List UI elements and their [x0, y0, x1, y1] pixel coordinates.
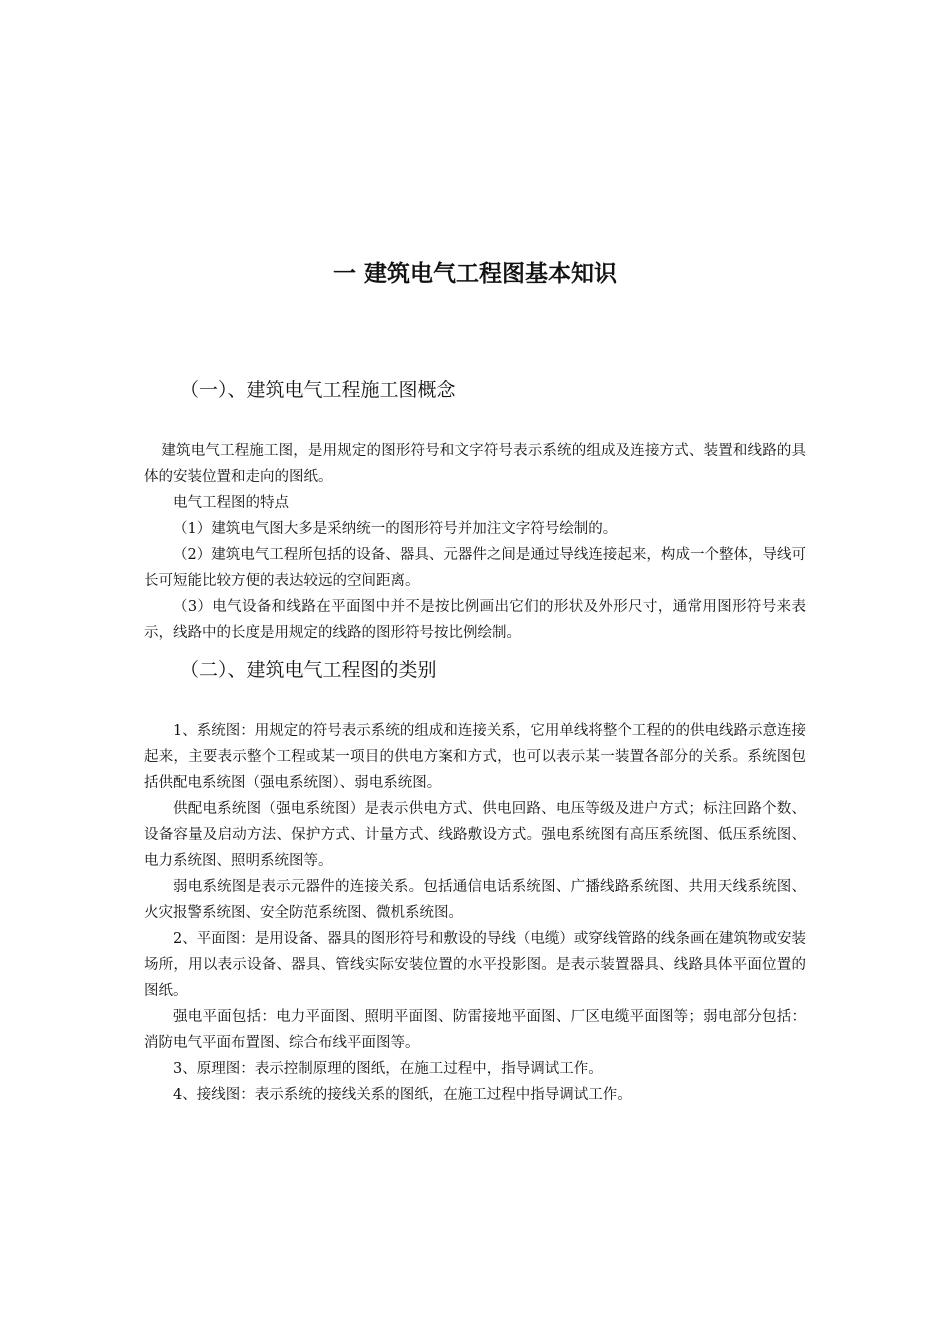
- paragraph: （1）建筑电气图大多是采纳统一的图形符号并加注文字符号绘制的。: [173, 521, 618, 537]
- section-heading-concept: （一）、建筑电气工程施工图概念: [180, 379, 456, 401]
- paragraph: 3、原理图：表示控制原理的图纸，在施工过程中，指导调试工作。: [173, 1061, 603, 1077]
- paragraph: 2、平面图：是用设备、器具的图形符号和敷设的导线（电缆）或穿线管路的线条画在建筑物或安装场所，用以表示设备、器具、管线实际安装位置的水平投影图。是表示装置器具、线路具体平面位置的图纸。: [144, 931, 806, 999]
- section-body-concept: [144, 438, 806, 646]
- paragraph: 弱电系统图是表示元器件的连接关系。包括通信电话系统图、广播线路系统图、共用天线系统图、火灾报警系统图、安全防范系统图、微机系统图。: [144, 879, 806, 921]
- paragraph: （2）建筑电气工程所包括的设备、器具、元器件之间是通过导线连接起来，构成一个整体，导线可长可短能比较方便的表达较远的空间距离。: [144, 547, 806, 589]
- page-title: 一 建筑电气工程图基本知识: [332, 261, 617, 287]
- paragraph: 1、系统图：用规定的符号表示系统的组成和连接关系，它用单线将整个工程的的供电线路示意连接起来，主要表示整个工程或某一项目的供电方案和方式，也可以表示某一装置各部分的关系。系统图包括供配电系统图（强电系统图）、弱电系统图。: [144, 723, 806, 791]
- paragraph: （3）电气设备和线路在平面图中并不是按比例画出它们的形状及外形尺寸，通常用图形符号来表示，线路中的长度是用规定的线路的图形符号按比例绘制。: [144, 599, 806, 641]
- paragraph: 强电平面包括：电力平面图、照明平面图、防雷接地平面图、厂区电缆平面图等；弱电部分包括：消防电气平面布置图、综合布线平面图等。: [144, 1009, 806, 1051]
- section-body-categories: [144, 718, 806, 1108]
- section-heading-categories: （二）、建筑电气工程图的类别: [180, 659, 437, 681]
- paragraph: 电气工程图的特点: [173, 495, 289, 511]
- paragraph: 供配电系统图（强电系统图）是表示供电方式、供电回路、电压等级及进户方式；标注回路个数、设备容量及启动方法、保护方式、计量方式、线路敷设方式。强电系统图有高压系统图、低压系统图、电力系统图、照明系统图等。: [144, 801, 806, 869]
- paragraph: 4、接线图：表示系统的接线关系的图纸，在施工过程中指导调试工作。: [173, 1087, 632, 1103]
- paragraph: 建筑电气工程施工图，是用规定的图形符号和文字符号表示系统的组成及连接方式、装置和线路的具体的安装位置和走向的图纸。: [144, 443, 806, 485]
